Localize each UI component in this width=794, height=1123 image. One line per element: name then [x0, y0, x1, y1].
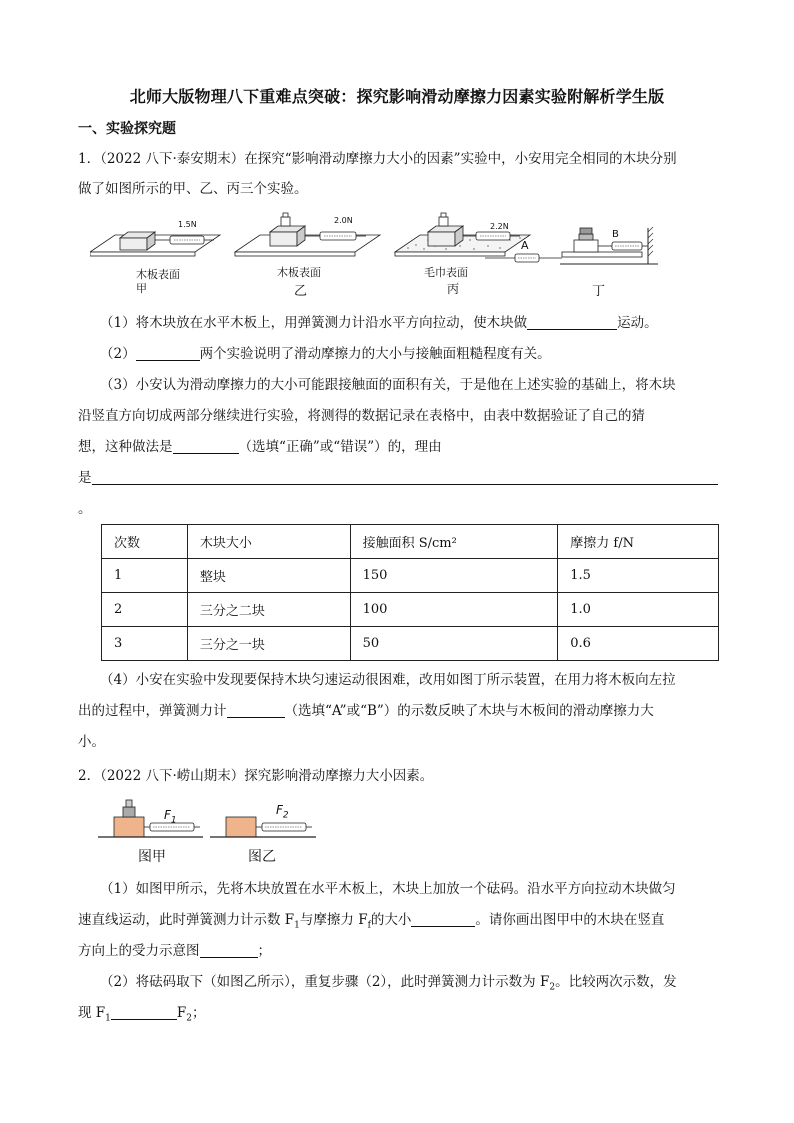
q2-part-2-text-b: 。比较两次示数，发 [555, 974, 677, 990]
q1-part-2 [100, 342, 551, 362]
jia-label: 甲 [136, 282, 147, 295]
q2-sub-3: 1 [105, 1013, 111, 1024]
q1-part-1 [100, 311, 658, 331]
answer-blank-2[interactable] [136, 345, 200, 361]
table-header-row [102, 525, 719, 559]
q1-part-4-text-end: （选填“A”或“B”）的示数反映了木块与木板间的滑动摩擦力大 [284, 703, 654, 719]
q1-part-2-text: 两个实验说明了滑动摩擦力的大小与接触面粗糙程度有关。 [199, 346, 551, 362]
figure-bing [395, 213, 530, 256]
table-row [102, 627, 719, 661]
f2-label [276, 803, 289, 820]
yi-surface-label: 木板表面 [277, 266, 321, 279]
q2-sub-1: 1 [294, 920, 300, 931]
table-cell: 1.0 [558, 593, 719, 627]
q2-part-2-text-e: ； [192, 1005, 206, 1021]
table-cell: 三分之一块 [187, 627, 350, 661]
q1-line-1: 1．（2022 八下·泰安期末）在探究“影响滑动摩擦力大小的因素”实验中，小安用完全相同的木块分别 [78, 151, 677, 167]
table-header-cell: 木块大小 [187, 525, 350, 559]
table-cell: 3 [102, 627, 188, 661]
q1-part-3-reason-label: 是 [78, 470, 92, 486]
q2-part-1-text-b: 与摩擦力 F [299, 912, 368, 928]
q1-part-1-text-end: 运动。 [617, 315, 658, 331]
yi-label: 乙 [294, 284, 308, 299]
q2-part-2-line-2 [78, 1001, 206, 1024]
answer-blank-5[interactable] [227, 702, 285, 718]
q2-figure-jia-label: 图甲 [138, 849, 166, 865]
figure-q2-yi [210, 817, 316, 837]
table-cell: 150 [350, 559, 558, 593]
q2-sub-f: f [367, 920, 371, 931]
table-header-cell: 接触面积 S/cm² [350, 525, 558, 559]
q2-part-2-text-c: 现 F [78, 1005, 106, 1021]
q2-part-1-text-e: 方向上的受力示意图 [78, 943, 200, 959]
page-title: 北师大版物理八下重难点突破：探究影响滑动摩擦力因素实验附解析学生版 [129, 87, 665, 106]
q1-part-3-line-4 [78, 466, 718, 486]
table-cell: 0.6 [558, 627, 719, 661]
ding-a-label: A [521, 239, 529, 252]
bing-surface-label: 毛巾表面 [424, 266, 468, 279]
figure-yi [235, 213, 380, 256]
table-cell: 2 [102, 593, 188, 627]
f1-symbol: F [164, 808, 171, 822]
q1-part-3-text: 想，这种做法是 [78, 439, 173, 455]
q2-sub-4: 2 [186, 1013, 193, 1024]
q1-figure [90, 210, 660, 300]
f2-subscript: 2 [282, 810, 289, 821]
q1-part-2-prefix: （2） [100, 346, 136, 362]
bing-force-label: 2.2N [490, 222, 509, 231]
q2-part-1-text-c: 的大小 [370, 912, 412, 928]
q1-part-4-line-1: （4）小安在实验中发现要保持木块匀速运动很困难，改用如图丁所示装置，在用力将木板向左拉 [100, 672, 676, 688]
table-row [102, 559, 719, 593]
bing-label: 丙 [447, 282, 460, 296]
q2-part-2-text-a: （2）将砝码取下（如图乙所示），重复步骤（2），此时弹簧测力计示数为 F [100, 974, 550, 990]
q2-line-1: 2．（2022 八下·崂山期末）探究影响滑动摩擦力大小因素。 [78, 768, 434, 784]
table-cell: 整块 [187, 559, 350, 593]
table-cell: 50 [350, 627, 558, 661]
table-cell: 1.5 [558, 559, 719, 593]
table-row [102, 593, 719, 627]
table-cell: 1 [102, 559, 188, 593]
table-header-cell: 摩擦力 f/N [558, 525, 719, 559]
answer-blank-3[interactable] [173, 438, 239, 454]
q2-part-2-line-1 [100, 970, 677, 993]
jia-force-label: 1.5N [178, 220, 197, 229]
table-header-cell: 次数 [102, 525, 188, 559]
q1-part-4-line-3: 小。 [78, 734, 105, 750]
figure-q2-jia [98, 800, 203, 837]
answer-blank-1[interactable] [527, 314, 617, 330]
q1-part-4-line-2 [78, 699, 654, 719]
q2-part-1-text-f: ； [257, 943, 271, 959]
q2-figure-yi-label: 图乙 [248, 849, 276, 865]
q2-part-2-text-d: F [176, 1005, 187, 1021]
answer-blank-8[interactable] [111, 1004, 177, 1020]
q1-part-4-text: 出的过程中，弹簧测力计 [78, 703, 227, 719]
q2-part-1-line-3 [78, 939, 271, 959]
ding-b-label: B [612, 229, 619, 240]
f2-symbol: F [276, 803, 283, 817]
q1-part-1-text: （1）将木块放在水平木板上，用弹簧测力计沿水平方向拉动，使木块做 [100, 315, 528, 331]
q2-part-1-text-d: 。请你画出图甲中的木块在竖直 [475, 912, 665, 928]
jia-surface-label: 木板表面 [136, 268, 180, 281]
table-cell: 100 [350, 593, 558, 627]
section-heading: 一、实验探究题 [78, 121, 176, 137]
q2-part-1-text-a: 速直线运动，此时弹簧测力计示数 F [78, 912, 295, 928]
q1-part-3-text-end: （选填“正确”或“错误”）的，理由 [238, 439, 442, 455]
data-table [101, 524, 719, 661]
answer-blank-4[interactable] [92, 469, 718, 485]
q1-part-3-line-3 [78, 435, 442, 455]
q2-sub-2: 2 [549, 982, 556, 993]
q1-part-3-line-1: （3）小安认为滑动摩擦力的大小可能跟接触面的面积有关，于是他在上述实验的基础上，将木块 [100, 377, 676, 393]
f1-subscript: 1 [170, 815, 177, 826]
q2-part-1-line-1: （1）如图甲所示，先将木块放置在水平木板上，木块上加放一个砝码。沿水平方向拉动木块做匀 [100, 881, 676, 897]
f1-label [164, 808, 177, 825]
q1-part-3-line-5: 。 [78, 501, 92, 517]
q1-line-2: 做了如图所示的甲、乙、丙三个实验。 [78, 181, 308, 197]
q2-part-1-line-2 [78, 908, 664, 931]
ding-label: 丁 [592, 284, 606, 299]
yi-force-label: 2.0N [334, 216, 353, 225]
table-cell: 三分之二块 [187, 593, 350, 627]
q1-part-3-line-2: 沿竖直方向切成两部分继续进行实验，将测得的数据记录在表格中，由表中数据验证了自己的猜 [78, 408, 645, 424]
figure-jia [90, 232, 220, 256]
answer-blank-7[interactable] [200, 942, 258, 958]
answer-blank-6[interactable] [411, 911, 475, 927]
